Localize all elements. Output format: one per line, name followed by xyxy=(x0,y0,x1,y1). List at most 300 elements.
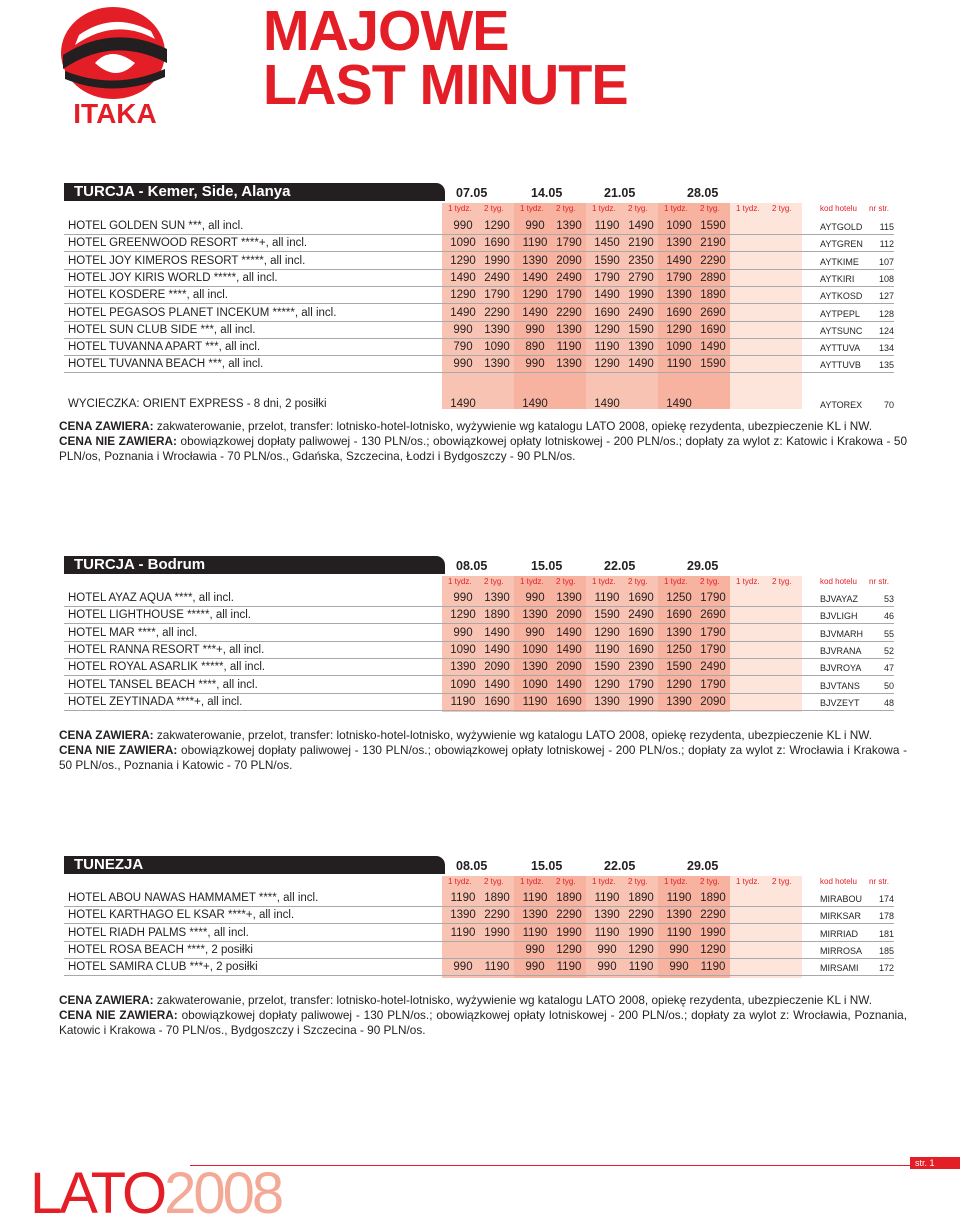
duration-label: 2 tyg. xyxy=(484,204,504,213)
price-cell: 2690 xyxy=(700,609,726,622)
page-column-label: nr str. xyxy=(869,577,890,586)
price-cell: 1790 xyxy=(700,678,726,691)
catalog-page: 70 xyxy=(883,400,894,410)
price-cell: 1790 xyxy=(700,643,726,656)
page-number: str. 1 xyxy=(910,1157,960,1169)
price-cell: 990 xyxy=(525,943,545,956)
price-cell: 2790 xyxy=(628,271,654,284)
price-cell: 790 xyxy=(453,341,473,354)
catalog-page: 185 xyxy=(878,945,894,956)
hotel-code: AYTKIRI xyxy=(820,273,855,284)
table-row xyxy=(64,269,894,287)
price-cell: 1690 xyxy=(628,592,654,604)
price-section xyxy=(64,183,894,413)
hotel-code: BJVZEYT xyxy=(820,697,860,708)
date-header: 29.05 xyxy=(687,559,719,573)
hotel-name: HOTEL ROSA BEACH ****, 2 posiłki xyxy=(68,943,253,956)
price-cell: 2490 xyxy=(556,271,582,284)
price-cell: 1990 xyxy=(700,926,726,939)
price-cell: 1690 xyxy=(484,237,510,250)
price-cell: 1490 xyxy=(594,398,620,410)
hotel-name: HOTEL JOY KIRIS WORLD *****, all incl. xyxy=(68,271,278,284)
price-cell: 990 xyxy=(453,592,473,604)
price-cell: 1790 xyxy=(628,678,654,691)
catalog-page: 178 xyxy=(878,911,894,922)
duration-label: 1 tydz. xyxy=(736,204,760,213)
price-cell: 1390 xyxy=(556,323,582,336)
duration-label: 1 tydz. xyxy=(664,577,688,586)
hotel-code: MIRSAMI xyxy=(820,963,859,974)
price-cell: 1190 xyxy=(522,892,548,904)
price-cell: 2090 xyxy=(484,661,510,674)
table-row xyxy=(64,624,894,642)
price-cell: 2690 xyxy=(700,306,726,319)
hotel-code: AYTKIME xyxy=(820,256,859,267)
hotel-name: HOTEL RIADH PALMS ****, all incl. xyxy=(68,926,249,939)
price-cell: 1390 xyxy=(666,626,692,639)
price-cell: 1990 xyxy=(556,926,582,939)
price-cell: 1290 xyxy=(594,678,620,691)
price-cell: 1790 xyxy=(666,271,692,284)
section-title-bar xyxy=(64,183,445,201)
table-row xyxy=(64,958,894,976)
price-cell: 2090 xyxy=(556,609,582,622)
note-text-includes: zakwaterowanie, przelot, transfer: lotnisko-hotel-lotnisko, wyżywienie wg katalogu LATO 2008, opiekę rezydenta, ubezpieczenie KL i NW. xyxy=(153,993,873,1007)
headline-line2: LAST MINUTE xyxy=(263,53,628,117)
price-cell: 1990 xyxy=(628,695,654,708)
price-cell: 1390 xyxy=(594,695,620,708)
price-cell: 990 xyxy=(525,358,545,371)
price-cell: 1890 xyxy=(700,289,726,302)
price-cell: 1290 xyxy=(628,943,654,956)
price-cell: 1690 xyxy=(700,323,726,336)
note-section-2 xyxy=(59,728,907,773)
table-row xyxy=(64,658,894,676)
price-cell: 1190 xyxy=(666,892,692,904)
price-cell: 1490 xyxy=(556,643,582,656)
price-cell: 1090 xyxy=(450,237,476,250)
itaka-logo xyxy=(55,5,175,127)
price-cell: 1490 xyxy=(700,341,726,354)
price-cell: 1190 xyxy=(700,961,726,974)
date-header: 07.05 xyxy=(456,186,488,200)
price-cell: 1290 xyxy=(450,289,476,302)
table-row xyxy=(64,252,894,270)
duration-label: 2 tyg. xyxy=(556,577,576,586)
price-cell: 1390 xyxy=(666,237,692,250)
hotel-code: AYTOREX xyxy=(820,400,863,410)
hotel-name: WYCIECZKA: ORIENT EXPRESS - 8 dni, 2 posiłki xyxy=(68,398,327,410)
catalog-page: 124 xyxy=(878,325,894,336)
hotel-code: BJVLIGH xyxy=(820,611,858,622)
duration-label: 2 tyg. xyxy=(628,577,648,586)
price-cell: 1090 xyxy=(450,643,476,656)
date-header: 28.05 xyxy=(687,186,719,200)
price-cell: 2890 xyxy=(700,271,726,284)
price-cell: 1990 xyxy=(484,254,510,267)
price-cell: 990 xyxy=(525,220,545,232)
catalog-page: 127 xyxy=(878,291,894,302)
date-header: 08.05 xyxy=(456,559,488,573)
price-cell: 1990 xyxy=(484,926,510,939)
price-cell: 1190 xyxy=(594,341,620,354)
duration-label: 1 tydz. xyxy=(664,877,688,886)
price-cell: 1190 xyxy=(522,926,548,939)
price-cell: 1790 xyxy=(700,626,726,639)
price-cell: 1190 xyxy=(556,961,582,974)
hotel-name: HOTEL SUN CLUB SIDE ***, all incl. xyxy=(68,323,256,336)
price-cell: 990 xyxy=(669,961,689,974)
duration-label: 2 tyg. xyxy=(628,877,648,886)
price-cell: 1490 xyxy=(666,398,692,410)
price-cell: 1190 xyxy=(522,237,548,250)
price-cell: 1890 xyxy=(484,609,510,622)
hotel-code: BJVRANA xyxy=(820,645,862,656)
price-cell: 1890 xyxy=(556,892,582,904)
note-label-includes: CENA ZAWIERA: xyxy=(59,993,154,1007)
price-cell: 1390 xyxy=(556,220,582,232)
price-cell: 1590 xyxy=(594,661,620,674)
hotel-name: HOTEL JOY KIMEROS RESORT *****, all incl. xyxy=(68,254,306,267)
price-cell: 2290 xyxy=(484,909,510,922)
page-column-label: nr str. xyxy=(869,877,890,886)
price-cell: 1250 xyxy=(666,592,692,604)
price-cell: 1390 xyxy=(484,323,510,336)
page-column-label: nr str. xyxy=(869,204,890,213)
price-cell: 1390 xyxy=(450,661,476,674)
price-cell: 1290 xyxy=(594,358,620,371)
price-cell: 1390 xyxy=(522,254,548,267)
price-cell: 1690 xyxy=(628,643,654,656)
price-cell: 1690 xyxy=(628,626,654,639)
hotel-name: HOTEL ROYAL ASARLIK *****, all incl. xyxy=(68,661,266,674)
catalog-page: 174 xyxy=(878,894,894,904)
price-cell: 1990 xyxy=(628,926,654,939)
price-cell: 1190 xyxy=(450,926,476,939)
price-cell: 2290 xyxy=(556,909,582,922)
table-row xyxy=(64,338,894,356)
hotel-name: HOTEL AYAZ AQUA ****, all incl. xyxy=(68,592,234,604)
price-cell: 2490 xyxy=(628,306,654,319)
price-cell: 2190 xyxy=(628,237,654,250)
price-cell: 1490 xyxy=(556,678,582,691)
catalog-page: 52 xyxy=(883,645,894,656)
note-text-includes: zakwaterowanie, przelot, transfer: lotnisko-hotel-lotnisko, wyżywienie wg katalogu LATO 2008, opiekę rezydenta, ubezpieczenie KL i NW. xyxy=(153,419,873,433)
price-cell: 1290 xyxy=(450,609,476,622)
catalog-page: 172 xyxy=(878,963,894,974)
price-cell: 1290 xyxy=(594,323,620,336)
price-cell: 990 xyxy=(525,626,545,639)
price-cell: 1390 xyxy=(594,909,620,922)
price-cell: 1190 xyxy=(666,358,692,371)
hotel-code: MIRROSA xyxy=(820,945,863,956)
hotel-code: BJVAYAZ xyxy=(820,594,859,604)
price-cell: 990 xyxy=(453,358,473,371)
price-cell: 1490 xyxy=(522,306,548,319)
price-cell: 1390 xyxy=(628,341,654,354)
duration-label: 1 tydz. xyxy=(520,204,544,213)
table-row xyxy=(64,941,894,959)
price-cell: 1190 xyxy=(594,892,620,904)
table-row xyxy=(64,924,894,942)
table-row xyxy=(64,906,894,924)
catalog-page: 50 xyxy=(883,680,894,691)
catalog-page: 115 xyxy=(879,222,894,232)
footer-divider xyxy=(190,1165,910,1166)
price-cell: 1790 xyxy=(594,271,620,284)
table-row xyxy=(64,641,894,659)
price-cell: 1390 xyxy=(450,909,476,922)
hotel-code: AYTTUVB xyxy=(820,360,861,371)
duration-label: 2 tyg. xyxy=(772,204,792,213)
price-cell: 1190 xyxy=(628,961,654,974)
note-section-3 xyxy=(59,993,907,1038)
hotel-name: HOTEL ZEYTINADA ****+, all incl. xyxy=(68,695,243,708)
headline-line1: MAJOWE xyxy=(263,0,509,63)
price-cell: 2490 xyxy=(628,609,654,622)
price-cell: 990 xyxy=(453,220,473,232)
price-cell: 1490 xyxy=(594,289,620,302)
price-cell: 1390 xyxy=(522,609,548,622)
hotel-code: AYTKOSD xyxy=(820,291,863,302)
duration-label: 2 tyg. xyxy=(700,577,720,586)
code-column-label: kod hotelu xyxy=(820,577,857,586)
price-cell: 2490 xyxy=(700,661,726,674)
price-cell: 1190 xyxy=(594,643,620,656)
hotel-code: AYTGOLD xyxy=(820,222,863,232)
hotel-name: HOTEL MAR ****, all incl. xyxy=(68,626,198,639)
hotel-code: MIRRIAD xyxy=(820,928,858,939)
price-cell: 1490 xyxy=(522,398,548,410)
note-label-excludes: CENA NIE ZAWIERA: xyxy=(59,1008,178,1022)
price-cell: 2350 xyxy=(628,254,654,267)
date-header: 15.05 xyxy=(531,859,563,873)
price-cell: 990 xyxy=(525,323,545,336)
hotel-name: HOTEL GREENWOOD RESORT ****+, all incl. xyxy=(68,237,308,250)
price-cell: 1890 xyxy=(700,892,726,904)
price-cell: 1590 xyxy=(700,220,726,232)
duration-label: 1 tydz. xyxy=(448,577,472,586)
price-cell: 1690 xyxy=(666,306,692,319)
price-cell: 1590 xyxy=(594,609,620,622)
catalog-page: 47 xyxy=(883,663,894,674)
hotel-name: HOTEL KOSDERE ****, all incl. xyxy=(68,289,228,302)
price-cell: 1090 xyxy=(666,341,692,354)
price-cell: 1290 xyxy=(450,254,476,267)
price-cell: 1890 xyxy=(484,892,510,904)
hotel-name: HOTEL PEGASOS PLANET INCEKUM *****, all incl. xyxy=(68,306,337,319)
duration-label: 1 tydz. xyxy=(736,577,760,586)
table-row xyxy=(64,321,894,339)
duration-label: 1 tydz. xyxy=(736,877,760,886)
duration-label: 1 tydz. xyxy=(592,204,616,213)
price-cell: 1990 xyxy=(628,289,654,302)
hotel-code: AYTTUVA xyxy=(820,343,861,354)
price-cell: 1490 xyxy=(628,358,654,371)
hotel-name: HOTEL TANSEL BEACH ****, all incl. xyxy=(68,678,258,691)
price-cell: 990 xyxy=(525,592,545,604)
catalog-page: 134 xyxy=(878,343,894,354)
duration-label: 2 tyg. xyxy=(700,204,720,213)
price-cell: 990 xyxy=(525,961,545,974)
price-cell: 990 xyxy=(453,626,473,639)
price-cell: 1490 xyxy=(450,306,476,319)
catalog-page: 128 xyxy=(878,308,894,319)
price-cell: 1490 xyxy=(484,643,510,656)
duration-label: 1 tydz. xyxy=(520,577,544,586)
date-header: 15.05 xyxy=(531,559,563,573)
price-cell: 1190 xyxy=(666,926,692,939)
catalog-page: 48 xyxy=(883,697,894,708)
footer-lato: LATO xyxy=(30,1161,165,1226)
price-cell: 1490 xyxy=(522,271,548,284)
price-cell: 1250 xyxy=(666,643,692,656)
price-cell: 1190 xyxy=(484,961,510,974)
table-row xyxy=(64,304,894,322)
table-row xyxy=(64,589,894,607)
price-cell: 1290 xyxy=(666,323,692,336)
section-title-bar xyxy=(64,556,445,574)
price-cell: 1590 xyxy=(700,358,726,371)
price-cell: 1290 xyxy=(666,678,692,691)
catalog-page: 135 xyxy=(878,360,894,371)
price-cell: 1490 xyxy=(666,254,692,267)
price-cell: 1290 xyxy=(556,943,582,956)
price-cell: 1390 xyxy=(522,909,548,922)
price-cell: 1390 xyxy=(522,661,548,674)
price-cell: 1090 xyxy=(450,678,476,691)
price-cell: 1490 xyxy=(628,220,654,232)
price-cell: 1390 xyxy=(484,358,510,371)
date-header: 08.05 xyxy=(456,859,488,873)
section-title: TURCJA - Kemer, Side, Alanya xyxy=(74,183,291,200)
logo-wordmark: ITAKA xyxy=(73,98,157,127)
price-cell: 1390 xyxy=(556,358,582,371)
catalog-page: 107 xyxy=(878,256,894,267)
duration-label: 1 tydz. xyxy=(448,204,472,213)
price-cell: 2490 xyxy=(484,271,510,284)
section-title: TUNEZJA xyxy=(74,856,144,873)
price-cell: 1190 xyxy=(556,341,582,354)
price-cell: 1090 xyxy=(522,678,548,691)
duration-label: 2 tyg. xyxy=(772,877,792,886)
price-cell: 1690 xyxy=(594,306,620,319)
hotel-name: HOTEL RANNA RESORT ***+, all incl. xyxy=(68,643,265,656)
note-text-includes: zakwaterowanie, przelot, transfer: lotnisko-hotel-lotnisko, wyżywienie wg katalogu LATO 2008, opiekę rezydenta, ubezpieczenie KL i NW. xyxy=(153,728,873,742)
date-header: 21.05 xyxy=(604,186,636,200)
price-cell: 2190 xyxy=(700,237,726,250)
price-cell: 1490 xyxy=(450,271,476,284)
footer-lato-logo xyxy=(30,1163,281,1225)
note-text-excludes: obowiązkowej dopłaty paliwowej - 130 PLN/os.; obowiązkowej opłaty lotniskowej - 200 PLN/os.; dopłaty za wylot z: Wrocławia i Krakowa - 50 PLN/os., Poznania i Katowic - 70 PLN/os. xyxy=(59,743,907,772)
hotel-code: AYTPEPL xyxy=(820,308,860,319)
date-header: 22.05 xyxy=(604,859,636,873)
hotel-name: HOTEL GOLDEN SUN ***, all incl. xyxy=(68,220,244,232)
table-row xyxy=(64,693,894,711)
hotel-name: HOTEL LIGHTHOUSE *****, all incl. xyxy=(68,609,251,622)
note-label-includes: CENA ZAWIERA: xyxy=(59,728,154,742)
note-label-excludes: CENA NIE ZAWIERA: xyxy=(59,743,178,757)
price-cell: 1190 xyxy=(450,892,476,904)
price-cell: 1590 xyxy=(628,323,654,336)
price-section xyxy=(64,556,894,726)
hotel-code: AYTSUNC xyxy=(820,325,863,336)
duration-label: 1 tydz. xyxy=(520,877,544,886)
price-cell: 1490 xyxy=(484,626,510,639)
table-row xyxy=(64,286,894,304)
price-cell: 990 xyxy=(597,961,617,974)
date-header: 22.05 xyxy=(604,559,636,573)
duration-label: 2 tyg. xyxy=(484,877,504,886)
section-title: TURCJA - Bodrum xyxy=(74,556,206,573)
price-cell: 990 xyxy=(453,961,473,974)
table-row xyxy=(64,395,894,412)
price-cell: 1390 xyxy=(666,289,692,302)
price-cell: 2090 xyxy=(556,661,582,674)
price-cell: 1690 xyxy=(556,695,582,708)
price-cell: 1290 xyxy=(522,289,548,302)
hotel-code: AYTGREN xyxy=(820,239,863,250)
note-section-1 xyxy=(59,419,907,464)
price-cell: 2290 xyxy=(556,306,582,319)
price-cell: 1390 xyxy=(666,695,692,708)
code-column-label: kod hotelu xyxy=(820,877,857,886)
duration-label: 2 tyg. xyxy=(484,577,504,586)
price-cell: 2390 xyxy=(628,661,654,674)
table-row xyxy=(64,889,894,907)
price-cell: 1450 xyxy=(594,237,620,250)
duration-label: 1 tydz. xyxy=(664,204,688,213)
hotel-code: BJVROYA xyxy=(820,663,862,674)
price-cell: 1790 xyxy=(556,237,582,250)
note-label-excludes: CENA NIE ZAWIERA: xyxy=(59,434,177,448)
price-cell: 1090 xyxy=(484,341,510,354)
catalog-page: 46 xyxy=(883,611,894,622)
price-cell: 1090 xyxy=(666,220,692,232)
price-cell: 2290 xyxy=(700,254,726,267)
price-cell: 1690 xyxy=(484,695,510,708)
note-text-excludes: obowiązkowej dopłaty paliwowej - 130 PLN/os.; obowiązkowej opłaty lotniskowej - 200 PLN/os.; dopłaty za wylot z: Katowic i Krakowa - 50 PLN/os, Poznania i Wrocławia - 70 PLN/os., Gdańska, Szczecina, Łodzi i Bydgoszczy - 90 PLN/os. xyxy=(59,434,908,463)
duration-label: 2 tyg. xyxy=(700,877,720,886)
price-cell: 1790 xyxy=(556,289,582,302)
price-cell: 1190 xyxy=(594,592,620,604)
note-label-includes: CENA ZAWIERA: xyxy=(59,419,154,433)
date-header: 14.05 xyxy=(531,186,563,200)
table-row xyxy=(64,676,894,694)
price-cell: 1390 xyxy=(556,592,582,604)
price-cell: 990 xyxy=(669,943,689,956)
price-cell: 1290 xyxy=(700,943,726,956)
table-row xyxy=(64,234,894,252)
hotel-name: HOTEL TUVANNA APART ***, all incl. xyxy=(68,341,261,354)
price-cell: 2290 xyxy=(628,909,654,922)
price-cell: 1490 xyxy=(450,398,476,410)
code-column-label: kod hotelu xyxy=(820,204,857,213)
catalog-page: 108 xyxy=(878,273,894,284)
headline xyxy=(263,0,628,117)
table-row xyxy=(64,217,894,235)
price-cell: 1190 xyxy=(594,926,620,939)
hotel-code: BJVTANS xyxy=(820,680,860,691)
price-cell: 1590 xyxy=(594,254,620,267)
price-cell: 1590 xyxy=(666,661,692,674)
price-cell: 1190 xyxy=(522,695,548,708)
table-row xyxy=(64,355,894,373)
price-cell: 1090 xyxy=(522,643,548,656)
hotel-code: MIRKSAR xyxy=(820,911,862,922)
catalog-page: 181 xyxy=(878,928,894,939)
price-cell: 990 xyxy=(597,943,617,956)
